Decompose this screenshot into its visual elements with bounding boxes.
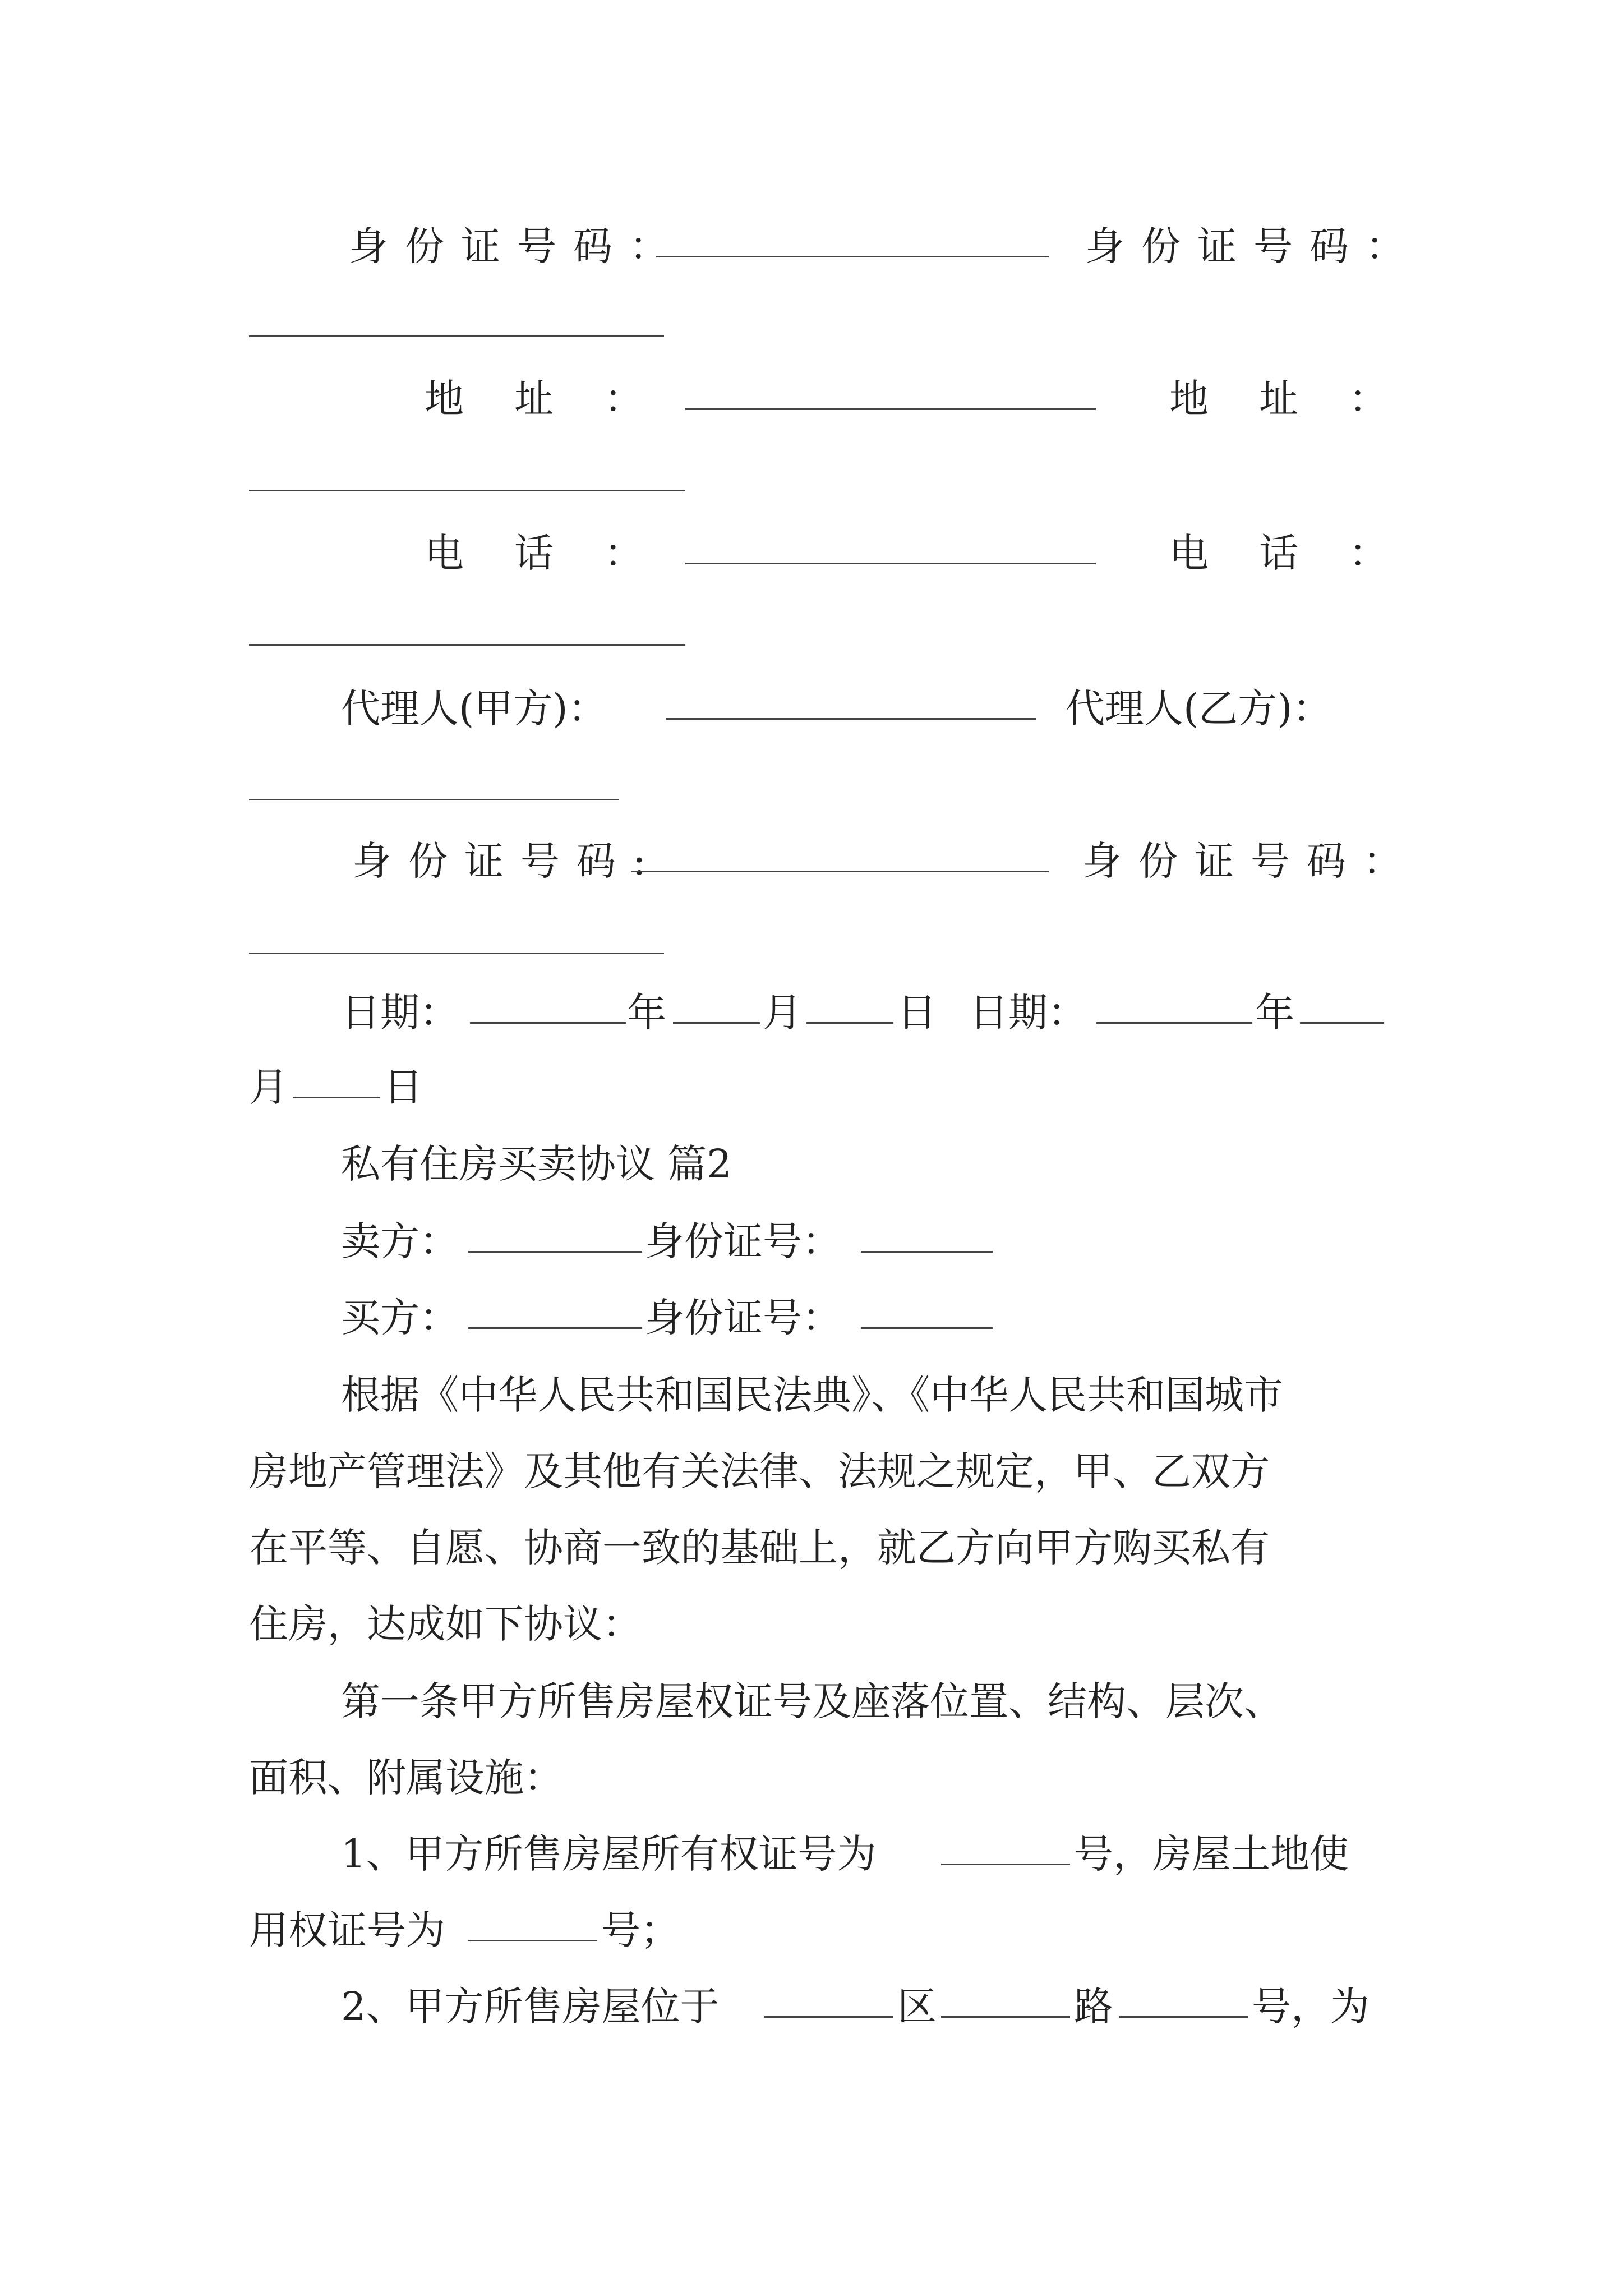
month-label-a: 月	[763, 990, 802, 1036]
item2-text-c: 路	[1074, 1984, 1113, 2030]
buyer-blank	[468, 1292, 642, 1329]
item1-text-c: 用权证号为	[249, 1907, 445, 1953]
party-a-id-label: 身份证号码：	[349, 223, 685, 269]
year-label-a: 年	[627, 990, 666, 1036]
intro-text-3: 在平等、自愿、协商一致的基础上，就乙方向甲方购买私有	[249, 1525, 1270, 1571]
year-blank-a	[470, 987, 626, 1024]
buyer-id-blank	[861, 1292, 993, 1329]
date-label-a: 日期：	[341, 990, 459, 1036]
day-label-a: 日	[897, 990, 937, 1036]
seller-id-label: 身份证号：	[645, 1218, 841, 1264]
party-b-agent-label: 代理人(乙方)：	[1066, 685, 1332, 731]
party-b-id-label: 身份证号码：	[1085, 223, 1422, 269]
item2-text-a: 2、甲方所售房屋位于	[341, 1984, 720, 2030]
party-a-id-blank	[656, 221, 1049, 257]
party-a-phone-label: 电话：	[425, 530, 694, 576]
party-b-id-blank	[249, 335, 664, 337]
item2-text-b: 区	[897, 1984, 937, 2030]
month-blank-b-start	[1300, 987, 1384, 1024]
day-label-b: 日	[384, 1064, 423, 1110]
item1-text-b: 号，房屋土地使	[1074, 1831, 1349, 1877]
clause1-text-2: 面积、附属设施：	[249, 1755, 563, 1801]
item2-text-d: 号，为	[1252, 1984, 1370, 2030]
item1-text-d: 号；	[601, 1907, 680, 1953]
intro-text-1: 根据《中华人民共和国民法典》、《中华人民共和国城市	[341, 1372, 1283, 1418]
day-blank-a	[806, 987, 893, 1024]
item1-text-a: 1、甲方所售房屋所有权证号为	[341, 1831, 877, 1877]
agent-b-id-blank	[249, 953, 664, 954]
party-a-agent-label: 代理人(甲方)：	[341, 685, 607, 731]
seller-blank	[468, 1216, 642, 1253]
party-a-phone-blank	[685, 528, 1096, 564]
year-blank-b	[1096, 987, 1252, 1024]
date-label-b: 日期：	[969, 990, 1087, 1036]
day-blank-b	[293, 1062, 380, 1098]
intro-text-2: 房地产管理法》及其他有关法律、法规之规定，甲、乙双方	[249, 1448, 1270, 1494]
buyer-id-label: 身份证号：	[645, 1295, 841, 1341]
party-b-address-blank	[249, 490, 685, 491]
seller-id-blank	[861, 1216, 993, 1253]
seller-label: 卖方：	[341, 1218, 459, 1264]
article-title-text: 私有住房买卖协议 篇2	[341, 1141, 732, 1187]
road-blank	[941, 1981, 1070, 2018]
intro-text-4: 住房，达成如下协议：	[249, 1601, 642, 1647]
month-label-b: 月	[249, 1064, 288, 1110]
party-b-phone-label: 电话：	[1169, 530, 1438, 576]
party-b-address-label: 地址：	[1169, 376, 1438, 422]
district-blank	[764, 1981, 893, 2018]
agent-b-id-label: 身份证号码：	[1082, 838, 1419, 884]
party-a-address-blank	[685, 374, 1096, 410]
party-a-agent-blank	[666, 683, 1036, 720]
land-cert-blank	[468, 1905, 597, 1941]
agent-a-id-blank	[631, 836, 1049, 872]
year-label-b: 年	[1255, 990, 1294, 1036]
month-blank-a	[673, 987, 760, 1024]
party-b-phone-blank	[249, 644, 685, 646]
clause1-text-1: 第一条甲方所售房屋权证号及座落位置、结构、层次、	[341, 1678, 1283, 1724]
party-a-address-label: 地址：	[425, 376, 694, 422]
number-blank	[1119, 1981, 1248, 2018]
agent-a-id-label: 身份证号码:	[352, 838, 663, 884]
buyer-label: 买方：	[341, 1295, 459, 1341]
party-b-agent-blank	[249, 799, 619, 800]
ownership-cert-blank	[941, 1829, 1070, 1865]
